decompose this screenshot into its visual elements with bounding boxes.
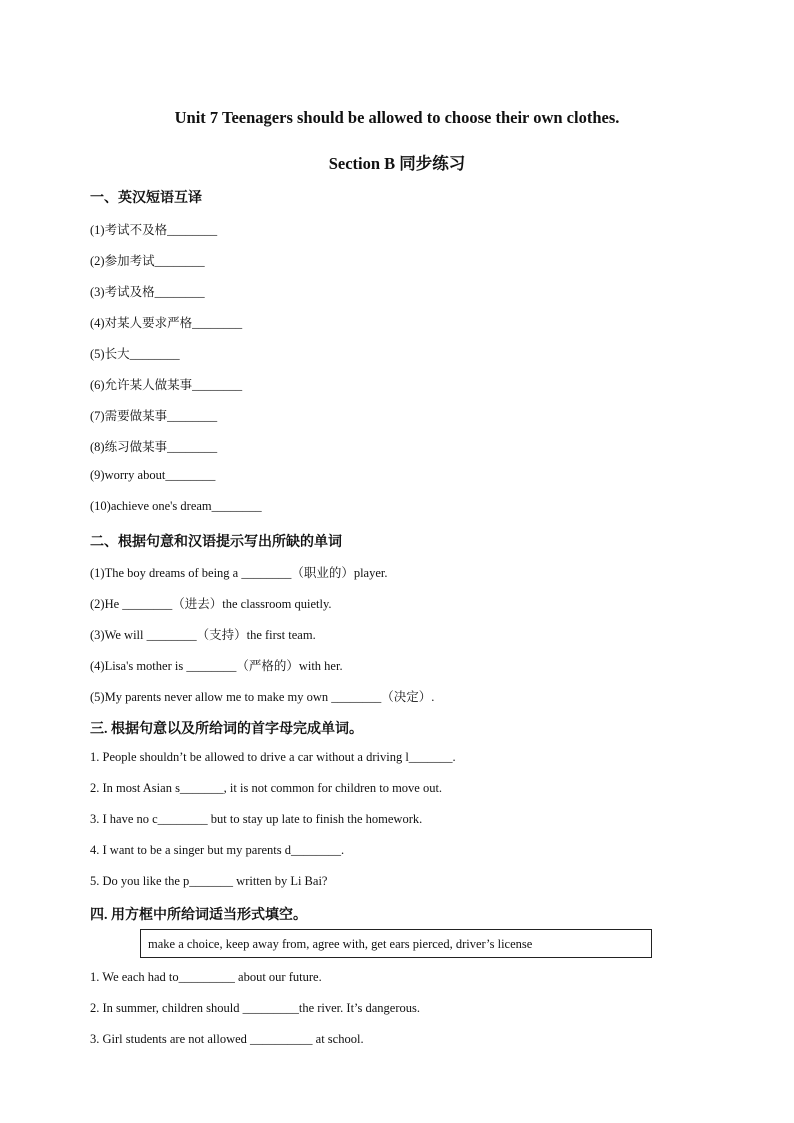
section2-item: (1)The boy dreams of being a ________（职业的）player. xyxy=(90,566,388,580)
section2-item: (2)He ________（进去）the classroom quietly. xyxy=(90,597,332,611)
section1-item: (1)考试不及格________ xyxy=(90,223,218,237)
section3-item: 4. I want to be a singer but my parents d________. xyxy=(90,843,345,857)
section1-item: (6)允许某人做某事________ xyxy=(90,378,243,392)
section2-item: (3)We will ________（支持）the first team. xyxy=(90,628,316,642)
section1-item: (5)长大________ xyxy=(90,347,180,361)
document-title: Unit 7 Teenagers should be allowed to choose their own clothes. xyxy=(174,108,620,127)
section4-item: 1. We each had to_________ about our future. xyxy=(90,970,322,984)
section1-heading: 一、英汉短语互译 xyxy=(90,191,202,206)
section2-heading: 二、根据句意和汉语提示写出所缺的单词 xyxy=(90,535,342,550)
section2-item: (5)My parents never allow me to make my own ________（决定）. xyxy=(90,690,435,704)
section1-item: (4)对某人要求严格________ xyxy=(90,316,243,330)
section3-heading: 三. 根据句意以及所给词的首字母完成单词。 xyxy=(90,722,363,737)
section1-item: (9)worry about________ xyxy=(90,468,216,482)
section4-item: 3. Girl students are not allowed __________ at school. xyxy=(90,1032,364,1046)
section1-item: (10)achieve one's dream________ xyxy=(90,499,262,513)
section1-item: (8)练习做某事________ xyxy=(90,440,218,454)
document-subtitle: Section B 同步练习 xyxy=(328,154,466,173)
word-box: make a choice, keep away from, agree with, get ears pierced, driver’s license xyxy=(140,929,652,958)
section1-item: (7)需要做某事________ xyxy=(90,409,218,423)
section3-item: 3. I have no c________ but to stay up late to finish the homework. xyxy=(90,812,423,826)
section3-item: 5. Do you like the p_______ written by Li Bai? xyxy=(90,874,328,888)
section3-item: 2. In most Asian s_______, it is not common for children to move out. xyxy=(90,781,443,795)
section3-item: 1. People shouldn’t be allowed to drive a car without a driving l_______. xyxy=(90,750,456,764)
section1-item: (2)参加考试________ xyxy=(90,254,205,268)
section2-item: (4)Lisa's mother is ________（严格的）with her. xyxy=(90,659,343,673)
section1-item: (3)考试及格________ xyxy=(90,285,205,299)
section4-item: 2. In summer, children should _________the river. It’s dangerous. xyxy=(90,1001,420,1015)
section4-heading: 四. 用方框中所给词适当形式填空。 xyxy=(90,908,307,923)
